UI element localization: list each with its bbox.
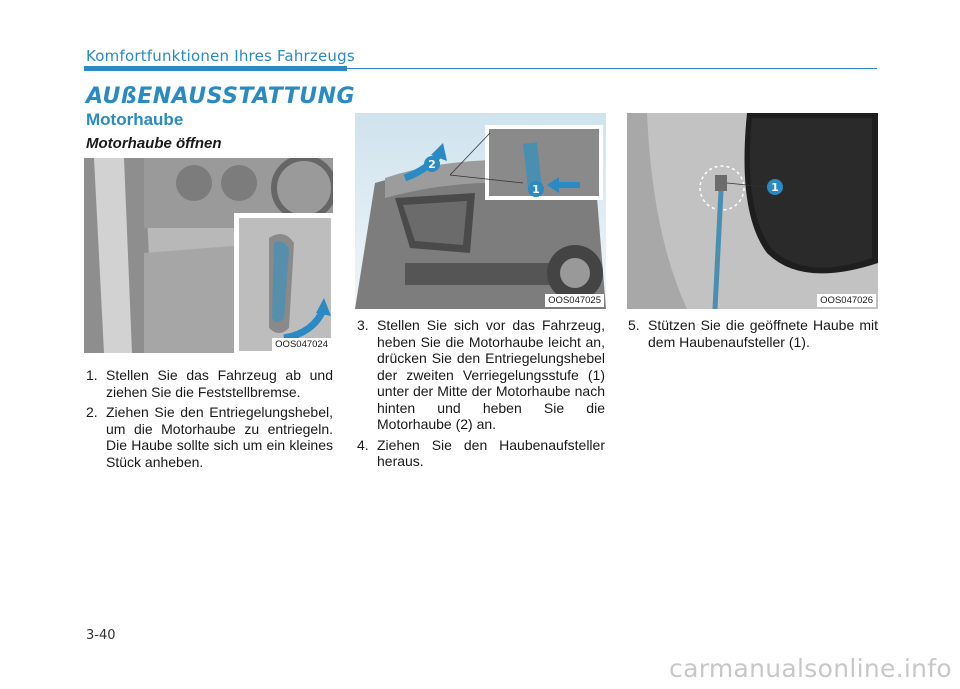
hood-rod-illustration [627, 113, 878, 309]
step-text: Stützen Sie die geöffnete Haube mit dem Haubenaufsteller (1). [648, 317, 878, 350]
callout-1: 1 [771, 181, 779, 194]
header-bar [84, 66, 347, 71]
steps-column-2 [357, 317, 605, 474]
step-number: 4. [357, 436, 369, 453]
procedure-title: Motorhaube öffnen [86, 135, 222, 152]
figure-front-secondary-latch [355, 113, 606, 309]
section-title: AUßENAUSSTATTUNG [86, 84, 356, 109]
interior-illustration [84, 158, 333, 353]
step-number: 3. [357, 317, 369, 333]
step-item [357, 317, 605, 433]
callout-1: 1 [532, 183, 540, 196]
step-number: 1. [86, 367, 98, 383]
step-text: Stellen Sie das Fahrzeug ab und ziehen Sie die Feststellbremse. [106, 367, 333, 400]
steps-column-1 [86, 367, 333, 474]
step-text: Ziehen Sie den Entriegelungshebel, um die Motorhaube zu entriegeln. Die Haube sollte sich um ein kleines Stück anheben. [106, 404, 333, 470]
step-item [357, 437, 605, 470]
figure-interior-release-lever [84, 158, 333, 353]
step-item [628, 317, 878, 350]
step-number: 5. [628, 317, 640, 333]
header-rule [347, 68, 877, 69]
page-number: 3-40 [86, 628, 116, 643]
figure-code: OOS047024 [272, 338, 331, 351]
step-item [86, 404, 333, 470]
subsection-title: Motorhaube [86, 110, 184, 129]
steps-column-3 [628, 317, 878, 354]
callout-2: 2 [428, 158, 436, 171]
step-text: Ziehen Sie den Haubenaufsteller heraus. [377, 436, 605, 469]
step-item [86, 367, 333, 400]
chapter-header: Komfortfunktionen Ihres Fahrzeugs [86, 47, 355, 65]
figure-code: OOS047025 [545, 294, 604, 307]
watermark-text: carmanualsonline.info [669, 654, 952, 683]
step-number: 2. [86, 404, 98, 420]
figure-code: OOS047026 [817, 294, 876, 307]
front-car-illustration [355, 113, 606, 309]
figure-hood-support-rod [627, 113, 878, 309]
step-text: Stellen Sie sich vor das Fahrzeug, heben Sie die Motorhaube leicht an, drücken Sie den Entriegelungshebel der zweiten Verriegelungsstufe (1) unter der Mitte der Motorhaube nach hinten und heben Sie die Motorhaube (2) an. [377, 317, 605, 432]
